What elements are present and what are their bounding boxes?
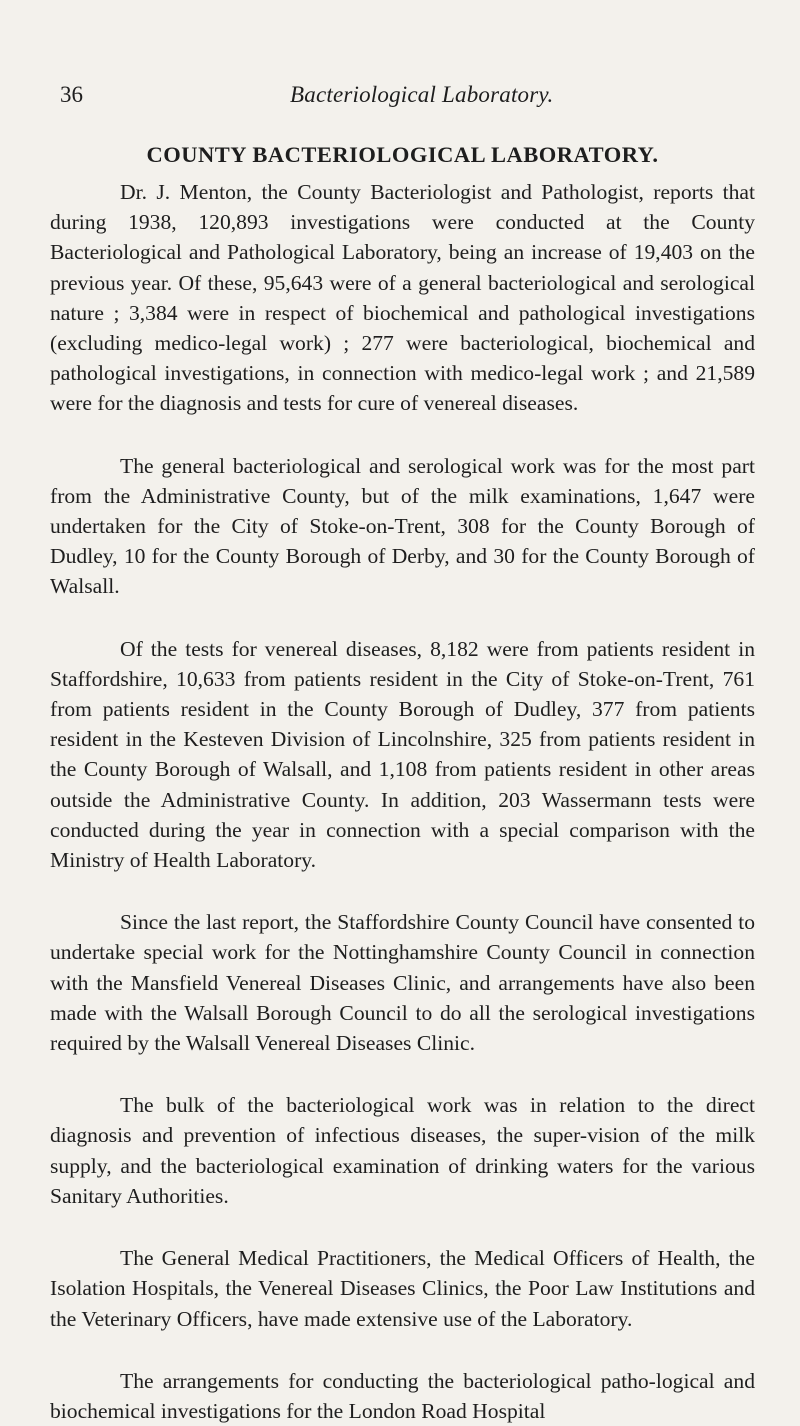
paragraph-6: The General Medical Practitioners, the Medical Officers of Health, the Isolation Hospitals, the Venereal Diseases Clinics, the Poor Law Institutions and the Veterinary Officers, have made extensive use of the Laboratory. [50, 1246, 755, 1331]
paragraph-4: Since the last report, the Staffordshire County Council have consented to undertake special work for the Nottinghamshire County Council in connection with the Mansfield Venereal Diseases Clinic, and arrangements have also been made with the Walsall Borough Council to do all the serological investigations required by the Walsall Venereal Diseases Clinic. [50, 910, 755, 1056]
running-title: Bacteriological Laboratory. [290, 82, 554, 107]
page-number: 36 [60, 82, 83, 107]
paragraph-1: Dr. J. Menton, the County Bacteriologist and Pathologist, reports that during 1938, 120,893 investigations were conducted at the County Bacteriological and Pathological Laboratory, being an increase of 19,403 on the previous year. Of these, 95,643 were of a general bacteriological and serological nature ; 3,384 were in respect of biochemical and pathological investigations (excluding medico-legal work) ; 277 were bacteriological, biochemical and pathological investigations, in connection with medico-legal work ; and 21,589 were for the diagnosis and tests for cure of venereal diseases. [50, 180, 755, 416]
document-page [50, 0, 755, 1423]
paragraph-3: Of the tests for venereal diseases, 8,182 were from patients resident in Staffordshire, 10,633 from patients resident in the City of Stoke-on-Trent, 761 from patients resident in the County Borough of Dudley, 377 from patients resident in the Kesteven Division of Lincolnshire, 325 from patients resident in the County Borough of Walsall, and 1,108 from patients resident in other areas outside the Administrative County. In addition, 203 Wassermann tests were conducted during the year in connection with a special comparison with the Ministry of Health Laboratory. [50, 636, 755, 873]
running-header [60, 79, 740, 111]
paragraph-5: The bulk of the bacteriological work was in relation to the direct diagnosis and prevention of infectious diseases, the super-vision of the milk supply, and the bacteriological examination of drinking waters for the various Sanitary Authorities. [50, 1093, 755, 1208]
body-text [50, 177, 755, 1426]
paragraph-2: The general bacteriological and serological work was for the most part from the Administrative County, but of the milk examinations, 1,647 were undertaken for the City of Stoke-on-Trent, 308 for the County Borough of Dudley, 10 for the County Borough of Derby, and 30 for the County Borough of Walsall. [50, 453, 755, 599]
section-heading: COUNTY BACTERIOLOGICAL LABORATORY. [146, 142, 659, 167]
paragraph-7: The arrangements for conducting the bacteriological patho-logical and biochemical investigations for the London Road Hospital [50, 1368, 755, 1423]
